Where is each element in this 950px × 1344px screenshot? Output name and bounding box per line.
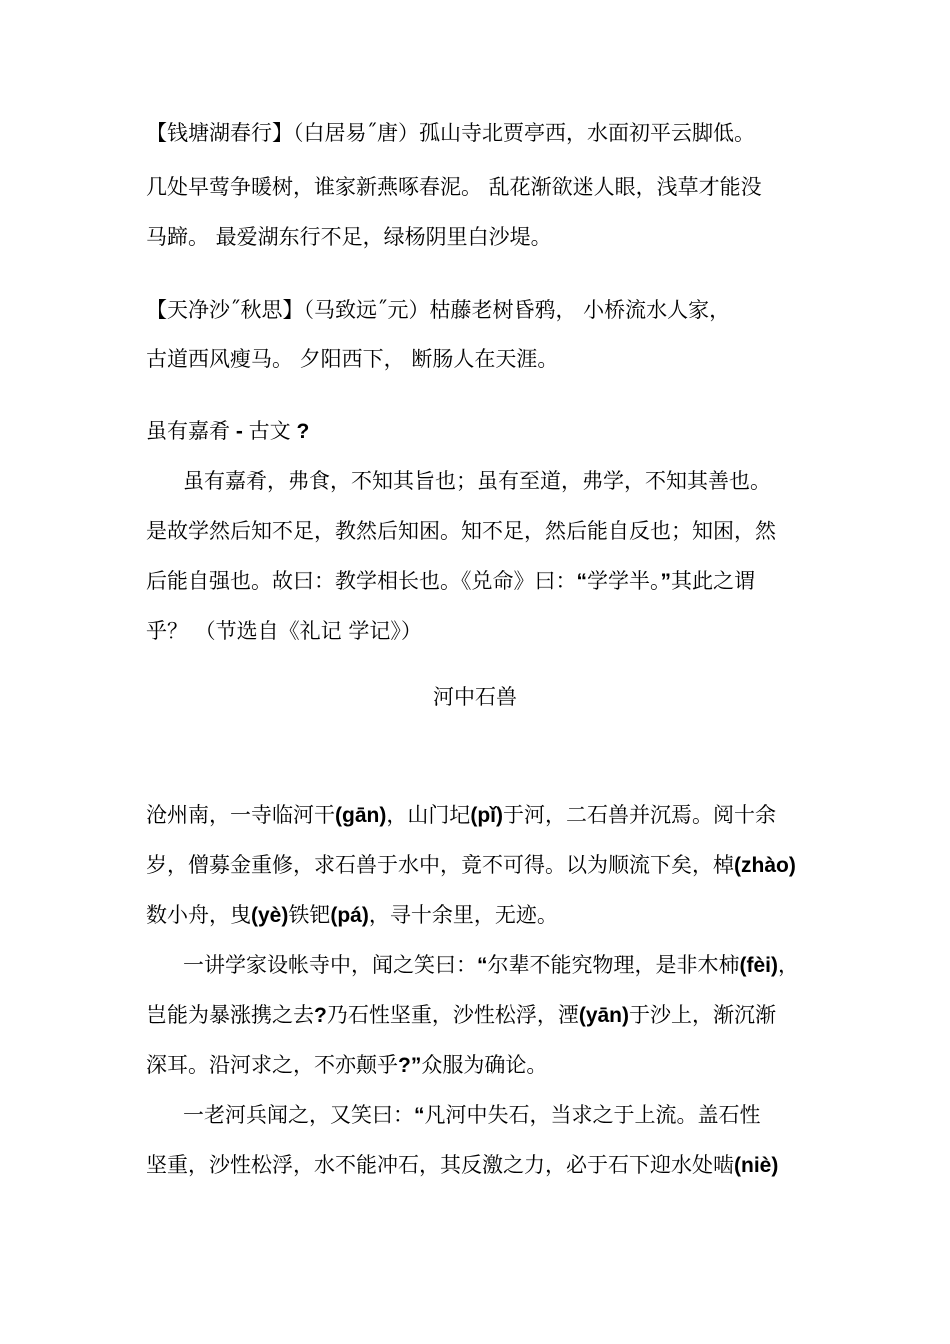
question-mark: ? <box>314 1004 327 1027</box>
poem2-line-2 <box>146 344 558 374</box>
passage1-open-quote: “ <box>576 570 587 593</box>
poem1-line-1-text: 【钱塘湖春行】（白居易˝唐）孤山寺北贾亭西，水面初平云脚低。 <box>146 121 755 145</box>
text-segment: ， <box>778 953 799 977</box>
poem2-line-1 <box>146 295 730 325</box>
text-segment: ，山门圮 <box>386 803 471 827</box>
poem1-line-1 <box>146 118 755 148</box>
question-close-quote: ?” <box>398 1054 422 1077</box>
passage1-line-4 <box>146 616 422 646</box>
passage1-title-question: ? <box>290 420 310 443</box>
passage1-title-sub: 古文 <box>248 419 291 443</box>
passage2-title <box>0 682 950 712</box>
poem1-line-3-text: 马蹄。 最爱湖东行不足，绿杨阴里白沙堤。 <box>146 225 552 249</box>
text-segment: ，寻十余里，无迹。 <box>368 903 558 927</box>
passage2-p2-line-2 <box>146 1000 776 1031</box>
pinyin-fei: (fèi) <box>739 954 778 977</box>
passage1-line-1 <box>183 466 771 496</box>
text-segment: 于河，二石兽并沉焉。阅十余 <box>502 803 776 827</box>
passage1-line-3-text-a: 后能自强也。故曰：教学相长也。《兑命》曰： <box>146 569 577 593</box>
passage2-p3-line-1 <box>183 1100 761 1131</box>
text-segment: 凡河中失石，当求之于上流。盖石性 <box>424 1103 761 1127</box>
text-segment: 一讲学家设帐寺中，闻之笑曰： <box>183 953 477 977</box>
text-segment: 铁钯 <box>288 903 331 927</box>
text-segment: 乃石性坚重，沙性松浮，湮 <box>326 1003 579 1027</box>
text-segment: 岂能为暴涨携之去 <box>146 1003 314 1027</box>
passage2-p1-line-2 <box>146 850 796 881</box>
passage2-p3-line-2 <box>146 1150 778 1181</box>
text-segment: 深耳。沿河求之，不亦颠乎 <box>146 1053 398 1077</box>
passage1-line-2-text: 是故学然后知不足，教然后知困。知不足，然后能自反也；知困，然 <box>146 519 776 543</box>
poem1-line-2 <box>146 172 762 202</box>
text-segment: 众服为确论。 <box>421 1053 548 1077</box>
text-segment: 坚重，沙性松浮，水不能冲石，其反激之力，必于石下迎水处啮 <box>146 1153 734 1177</box>
pinyin-gan: (gān) <box>335 804 387 827</box>
passage2-p1-line-1 <box>146 800 776 831</box>
passage1-line-3-text-c: 其此之谓 <box>671 569 755 593</box>
text-segment: 沧州南，一寺临河干 <box>146 803 335 827</box>
passage2-p2-line-3 <box>146 1050 547 1081</box>
pinyin-ye: (yè) <box>251 904 289 927</box>
poem1-line-3 <box>146 222 552 252</box>
poem2-line-2-text: 古道西风瘦马。 夕阳西下， 断肠人在天涯。 <box>146 347 559 371</box>
passage1-line-1-text: 虽有嘉肴，弗食，不知其旨也；虽有至道，弗学，不知其善也。 <box>183 469 771 493</box>
passage2-p2-line-1 <box>183 950 799 981</box>
text-segment: 于沙上，渐沉渐 <box>629 1003 777 1027</box>
passage1-title-dash: - <box>230 420 249 443</box>
passage1-line-2 <box>146 516 776 546</box>
open-quote: “ <box>477 954 488 977</box>
poem2-line-1-text: 【天净沙˝秋思】（马致远˝元）枯藤老树昏鸦， 小桥流水人家， <box>146 298 731 322</box>
passage1-line-3-text-b: 学学半。 <box>587 569 661 593</box>
pinyin-pi: (pǐ) <box>470 804 503 827</box>
pinyin-nie: (niè) <box>734 1154 779 1177</box>
passage1-title-main: 虽有嘉肴 <box>146 419 230 443</box>
text-segment: 一老河兵闻之，又笑曰： <box>183 1103 414 1127</box>
passage2-title-text: 河中石兽 <box>433 685 517 709</box>
text-segment: 岁，僧募金重修，求石兽于水中，竟不可得。以为顺流下矣，棹 <box>146 853 734 877</box>
text-segment: 数小舟，曳 <box>146 903 251 927</box>
poem1-line-2-text: 几处早莺争暖树，谁家新燕啄春泥。 乱花渐欲迷人眼，浅草才能没 <box>146 175 762 199</box>
passage1-line-4-text: 乎？ （节选自《礼记 学记》） <box>146 619 422 643</box>
passage2-p1-line-3 <box>146 900 558 931</box>
passage1-title <box>146 416 309 447</box>
passage1-line-3 <box>146 566 755 597</box>
pinyin-pa: (pá) <box>330 904 369 927</box>
pinyin-yan: (yān) <box>578 1004 630 1027</box>
text-segment: 尔辈不能究物理，是非木柿 <box>487 953 740 977</box>
pinyin-zhao: (zhào) <box>734 854 796 877</box>
open-quote: “ <box>414 1104 425 1127</box>
passage1-close-quote: ” <box>660 570 671 593</box>
